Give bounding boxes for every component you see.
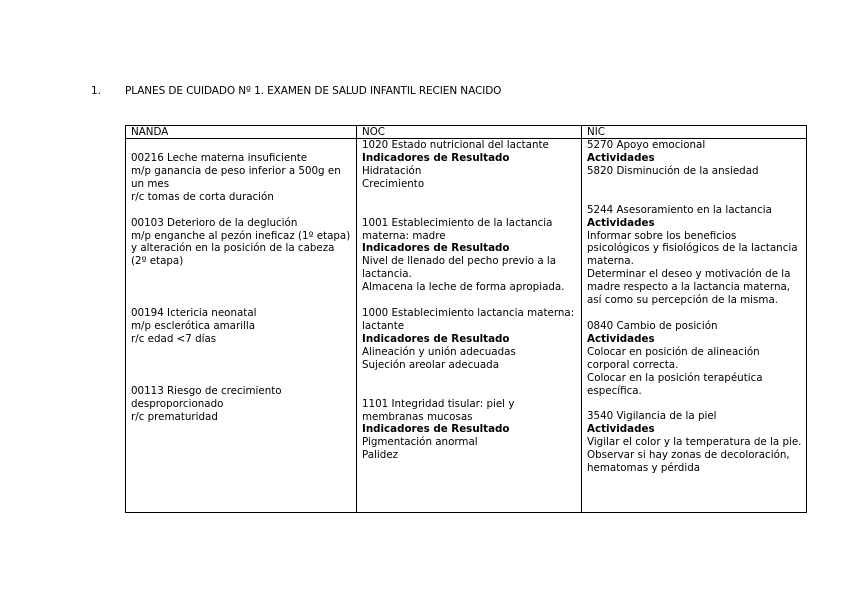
noc-indicator: Alineación y unión adecuadas xyxy=(362,345,516,358)
nic-activities-label: Actividades xyxy=(587,332,655,345)
table-body-row xyxy=(126,139,807,513)
noc-indicator: Palidez xyxy=(362,449,399,462)
header-nic: NIC xyxy=(582,126,807,139)
noc-indicator: Almacena la leche de forma apropiada. xyxy=(362,281,565,294)
nanda-diagnosis xyxy=(131,217,352,269)
heading-title: PLANES DE CUIDADO Nº 1. EXAMEN DE SALUD INFANTIL RECIEN NACIDO xyxy=(125,85,502,97)
nic-cell xyxy=(582,139,807,513)
nic-intervention xyxy=(587,320,802,397)
nanda-mp: r/c prematuridad xyxy=(131,410,218,423)
noc-indicator: Crecimiento xyxy=(362,177,425,190)
noc-outcome xyxy=(362,139,577,191)
nanda-code: 00194 Ictericia neonatal xyxy=(131,307,257,320)
nic-activity: Observar si hay zonas de decoloración, hematomas y pérdida xyxy=(587,449,790,475)
header-nanda: NANDA xyxy=(126,126,357,139)
noc-title: 1001 Establecimiento de la lactancia materna: madre xyxy=(362,216,553,242)
nic-intervention xyxy=(587,139,802,178)
nic-intervention xyxy=(587,410,802,475)
nic-activity: Colocar en posición de alineación corporal correcta. xyxy=(587,345,760,371)
table-header-row xyxy=(126,126,807,139)
noc-indicator: Pigmentación anormal xyxy=(362,436,478,449)
header-noc: NOC xyxy=(357,126,582,139)
nic-activity: Determinar el deseo y motivación de la madre respecto a la lactancia materna, así como su percepción de la misma. xyxy=(587,268,791,307)
nanda-diagnosis xyxy=(131,307,352,346)
document-heading xyxy=(91,85,501,97)
noc-indicator: Hidratación xyxy=(362,164,422,177)
nic-activities-label: Actividades xyxy=(587,423,655,436)
noc-title: 1101 Integridad tisular: piel y membranas mucosas xyxy=(362,397,515,423)
noc-indicators-label: Indicadores de Resultado xyxy=(362,332,510,345)
noc-indicators-label: Indicadores de Resultado xyxy=(362,242,510,255)
nanda-mp: m/p ganancia de peso inferior a 500g en un mes xyxy=(131,164,341,190)
nic-activity: Colocar en la posición terapéutica específica. xyxy=(587,371,763,397)
noc-outcome xyxy=(362,307,577,372)
nic-activity: 5820 Disminución de la ansiedad xyxy=(587,164,759,177)
nic-activity: Vigilar el color y la temperatura de la pie. xyxy=(587,436,802,449)
nic-intervention xyxy=(587,204,802,307)
noc-title: 1020 Estado nutricional del lactante xyxy=(362,139,549,151)
noc-title: 1000 Establecimiento lactancia materna: lactante xyxy=(362,307,575,332)
nanda-code: 00103 Deterioro de la deglución xyxy=(131,216,298,229)
care-plan-table xyxy=(125,125,807,513)
nanda-code: 00216 Leche materna insuficiente xyxy=(131,152,308,164)
nic-title: 5244 Asesoramiento en la lactancia xyxy=(587,203,772,216)
nanda-mp: m/p enganche al pezón ineficaz (1º etapa) y alteración en la posición de la cabeza (2º etapa) xyxy=(131,229,351,268)
noc-outcome xyxy=(362,217,577,294)
nic-activities-label: Actividades xyxy=(587,151,655,164)
nanda-code: 00113 Riesgo de crecimiento desproporcionado xyxy=(131,384,282,410)
heading-number: 1. xyxy=(91,85,101,97)
noc-indicators-label: Indicadores de Resultado xyxy=(362,423,510,436)
nanda-diagnosis xyxy=(131,152,352,204)
nic-title: 5270 Apoyo emocional xyxy=(587,139,706,151)
nanda-cell xyxy=(126,139,357,513)
noc-indicators-label: Indicadores de Resultado xyxy=(362,151,510,164)
nanda-rc: r/c edad <7 días xyxy=(131,333,217,346)
noc-outcome xyxy=(362,398,577,463)
nic-activities-label: Actividades xyxy=(587,216,655,229)
nic-title: 3540 Vigilancia de la piel xyxy=(587,410,717,423)
nanda-mp: m/p esclerótica amarilla xyxy=(131,320,256,333)
nanda-diagnosis xyxy=(131,385,352,424)
nic-activity: Informar sobre los beneficios psicológicos y fisiológicos de la lactancia materna. xyxy=(587,229,798,268)
noc-cell xyxy=(357,139,582,513)
noc-indicator: Sujeción areolar adecuada xyxy=(362,358,500,371)
nanda-rc: r/c tomas de corta duración xyxy=(131,190,274,203)
nic-title: 0840 Cambio de posición xyxy=(587,319,718,332)
noc-indicator: Nivel de llenado del pecho previo a la lactancia. xyxy=(362,255,557,281)
